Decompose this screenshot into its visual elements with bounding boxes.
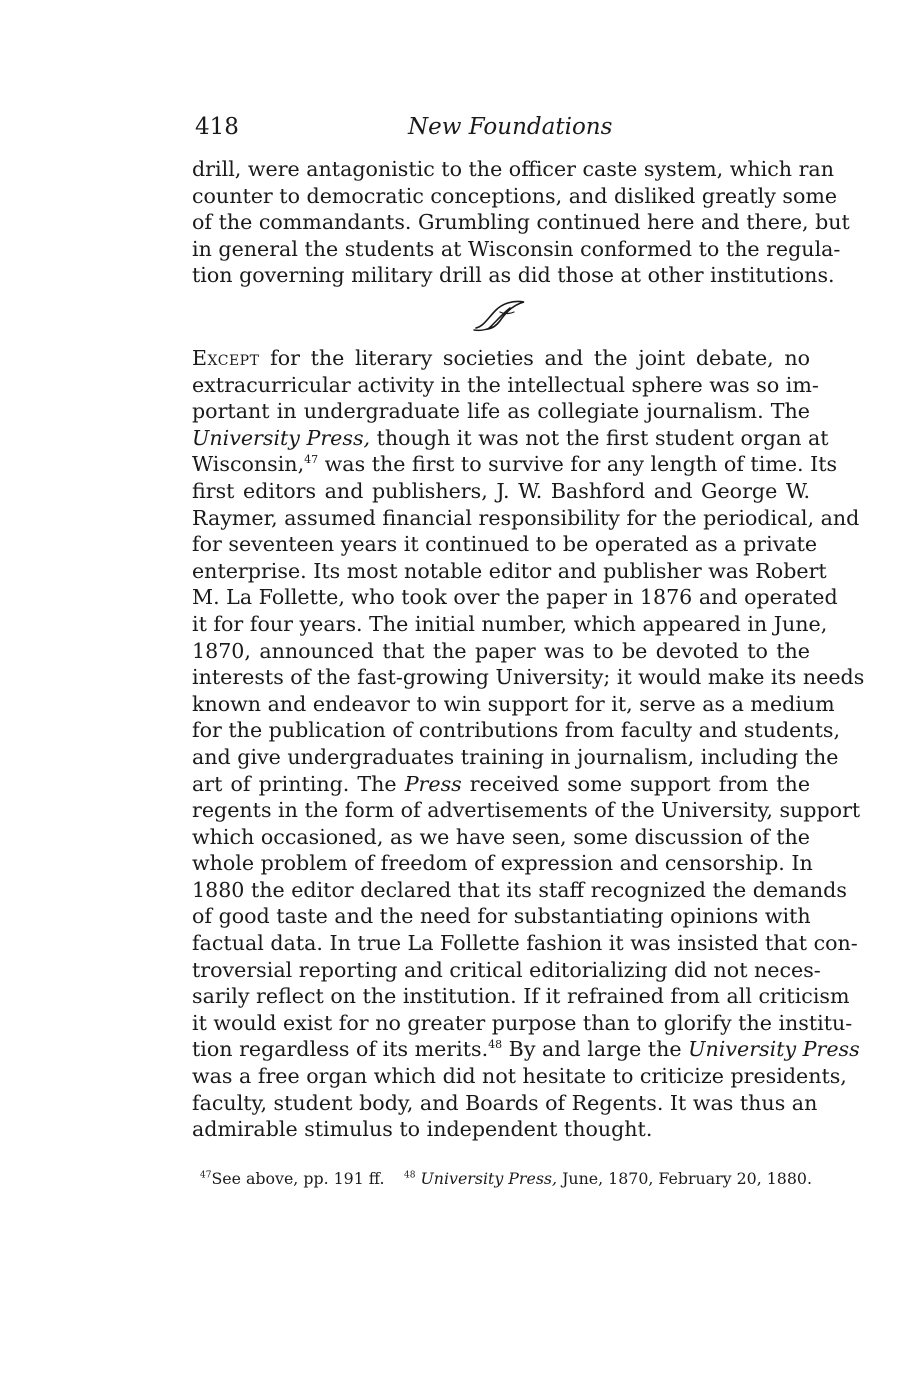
- text-line: drill, were antagonistic to the officer caste system, which ran: [192, 157, 834, 181]
- text-line: of good taste and the need for substantiating opinions with: [192, 904, 811, 929]
- text-line: for seventeen years it continued to be operated as a private: [192, 532, 818, 557]
- periodical-title: University Press,: [192, 425, 371, 450]
- footnote-47: $^{47}$See above, pp. 191 ff.: [200, 1169, 385, 1188]
- text-line: interests of the fast-growing University; it would make its needs: [192, 665, 865, 690]
- text-line: of the commandants. Grumbling continued here and there, but: [192, 210, 850, 235]
- paragraph-journalism: [192, 345, 865, 1143]
- page-number: 418: [195, 114, 239, 140]
- text-line: was a free organ which did not hesitate to criticize presidents,: [192, 1064, 847, 1089]
- text-line: extracurricular activity in the intellectual sphere was so im-: [192, 372, 819, 397]
- text-line: known and endeavor to win support for it, serve as a medium: [192, 691, 835, 716]
- text-line: 1870, announced that the paper was to be devoted to the: [192, 638, 810, 663]
- text-line: Raymer, assumed financial responsibility for the periodical, and: [192, 505, 860, 530]
- footnote-mark: 48: [404, 1170, 416, 1181]
- text-line: Except for the literary societies and the joint debate, no: [192, 346, 810, 370]
- footnote-mark: 47: [200, 1170, 212, 1181]
- footnote-ref-47: 47: [304, 453, 319, 467]
- text-line: counter to democratic conceptions, and disliked greatly some: [192, 183, 838, 208]
- text-line: for the publication of contributions from faculty and students,: [192, 718, 840, 743]
- text-line: tion regardless of its merits.$^{48}$ By and large the University Press: [192, 1037, 860, 1062]
- text-line: it would exist for no greater purpose than to glorify the institu-: [192, 1010, 853, 1035]
- paragraph-continued: [192, 156, 850, 289]
- text-line: and give undergraduates training in journalism, including the: [192, 744, 839, 769]
- text-line: factual data. In true La Follette fashion it was insisted that con-: [192, 931, 858, 956]
- text-line: University Press, though it was not the first student organ at: [192, 425, 829, 450]
- text-line: regents in the form of advertisements of the University, support: [192, 798, 861, 823]
- text-line: enterprise. Its most notable editor and publisher was Robert: [192, 558, 827, 583]
- text-line: troversial reporting and critical editorializing did not neces-: [192, 957, 821, 982]
- text-line: it for four years. The initial number, which appeared in June,: [192, 611, 828, 636]
- text-line: faculty, student body, and Boards of Regents. It was thus an: [192, 1090, 818, 1115]
- quill-flourish-icon: [470, 296, 530, 336]
- text-line: Wisconsin,$^{47}$ was the first to survive for any length of time. Its: [192, 452, 838, 477]
- text-line: which occasioned, as we have seen, some discussion of the: [192, 824, 810, 849]
- text-line: whole problem of freedom of expression and censorship. In: [192, 851, 813, 876]
- lead-word: Except: [192, 346, 260, 370]
- text-line: in general the students at Wisconsin conformed to the regula-: [192, 236, 841, 261]
- text-line: admirable stimulus to independent thought.: [192, 1117, 653, 1142]
- text-line: first editors and publishers, J. W. Bashford and George W.: [192, 478, 810, 503]
- text-line: 1880 the editor declared that its staff recognized the demands: [192, 877, 847, 902]
- footnote-ref-48: 48: [488, 1038, 503, 1052]
- text-line: art of printing. The Press received some support from the: [192, 771, 811, 796]
- text-line: M. La Follette, who took over the paper in 1876 and operated: [192, 585, 838, 610]
- text-line: sarily reflect on the institution. If it refrained from all criticism: [192, 984, 850, 1009]
- footnote-48: $^{48}$ University Press, June, 1870, February 20, 1880.: [404, 1169, 812, 1188]
- periodical-title: University Press,: [420, 1169, 558, 1188]
- page-header: [195, 114, 810, 144]
- running-head: New Foundations: [408, 114, 613, 140]
- text-line: portant in undergraduate life as collegiate journalism. The: [192, 399, 810, 424]
- periodical-title: Press: [404, 771, 462, 796]
- text-line: tion governing military drill as did those at other institutions.: [192, 263, 835, 288]
- periodical-title: University Press: [688, 1037, 860, 1062]
